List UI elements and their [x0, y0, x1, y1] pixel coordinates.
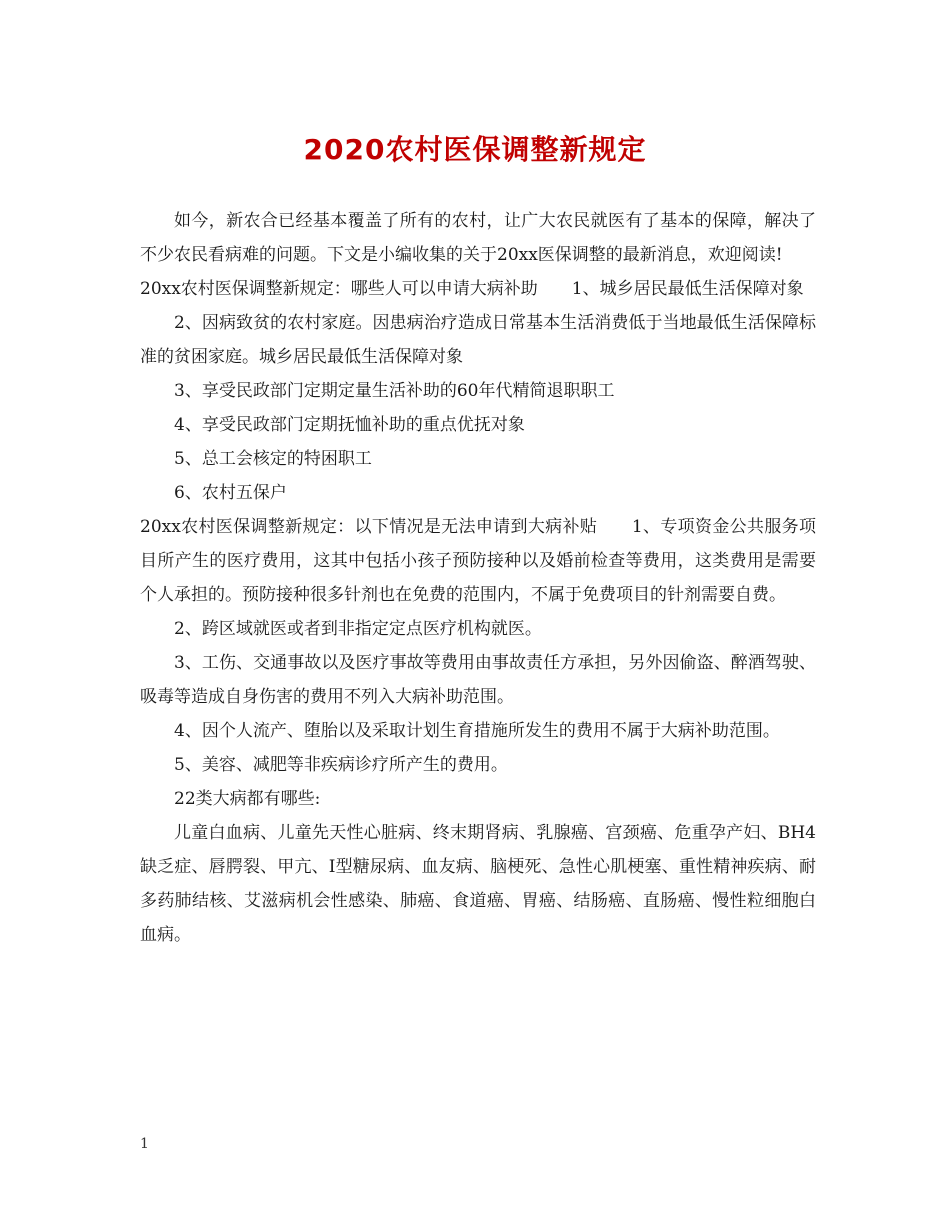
paragraph-excluded-2: 2、跨区域就医或者到非指定定点医疗机构就医。 — [174, 619, 542, 639]
paragraph-section-eligible: 20xx农村医保调整新规定：哪些人可以申请大病补助 1、城乡居民最低生活保障对象 — [140, 279, 804, 299]
paragraph-intro: 如今，新农合已经基本覆盖了所有的农村，让广大农民就医有了基本的保障，解决了不少农民看病难的问题。下文是小编收集的关于20xx医保调整的最新消息，欢迎阅读! — [140, 211, 816, 265]
document-title: 2020农村医保调整新规定 — [303, 133, 647, 166]
paragraph-excluded-4: 4、因个人流产、堕胎以及采取计划生育措施所发生的费用不属于大病补助范围。 — [174, 721, 780, 741]
document-body — [140, 204, 816, 952]
paragraph-eligible-3: 3、享受民政部门定期定量生活补助的60年代精简退职职工 — [174, 381, 615, 401]
paragraph-section-excluded: 20xx农村医保调整新规定：以下情况是无法申请到大病补贴 1、专项资金公共服务项目所产生的医疗费用，这其中包括小孩子预防接种以及婚前检查等费用，这类费用是需要个人承担的。预防接种很多针剂也在免费的范围内，不属于免费项目的针剂需要自费。 — [140, 517, 816, 605]
paragraph-excluded-3: 3、工伤、交通事故以及医疗事故等费用由事故责任方承担，另外因偷盗、醉酒驾驶、吸毒等造成自身伤害的费用不列入大病补助范围。 — [140, 653, 816, 707]
paragraph-eligible-5: 5、总工会核定的特困职工 — [174, 449, 372, 469]
paragraph-diseases-list: 儿童白血病、儿童先天性心脏病、终末期肾病、乳腺癌、宫颈癌、危重孕产妇、BH4缺乏症、唇腭裂、甲亢、I型糖尿病、血友病、脑梗死、急性心肌梗塞、重性精神疾病、耐多药肺结核、艾滋病机会性感染、肺癌、食道癌、胃癌、结肠癌、直肠癌、慢性粒细胞白血病。 — [140, 823, 816, 945]
page-number: 1 — [140, 1136, 149, 1152]
paragraph-eligible-6: 6、农村五保户 — [174, 483, 287, 503]
paragraph-diseases-heading: 22类大病都有哪些: — [174, 789, 321, 809]
paragraph-excluded-5: 5、美容、减肥等非疾病诊疗所产生的费用。 — [174, 755, 508, 775]
paragraph-eligible-2: 2、因病致贫的农村家庭。因患病治疗造成日常基本生活消费低于当地最低生活保障标准的贫困家庭。城乡居民最低生活保障对象 — [140, 313, 816, 367]
paragraph-eligible-4: 4、享受民政部门定期抚恤补助的重点优抚对象 — [174, 415, 525, 435]
